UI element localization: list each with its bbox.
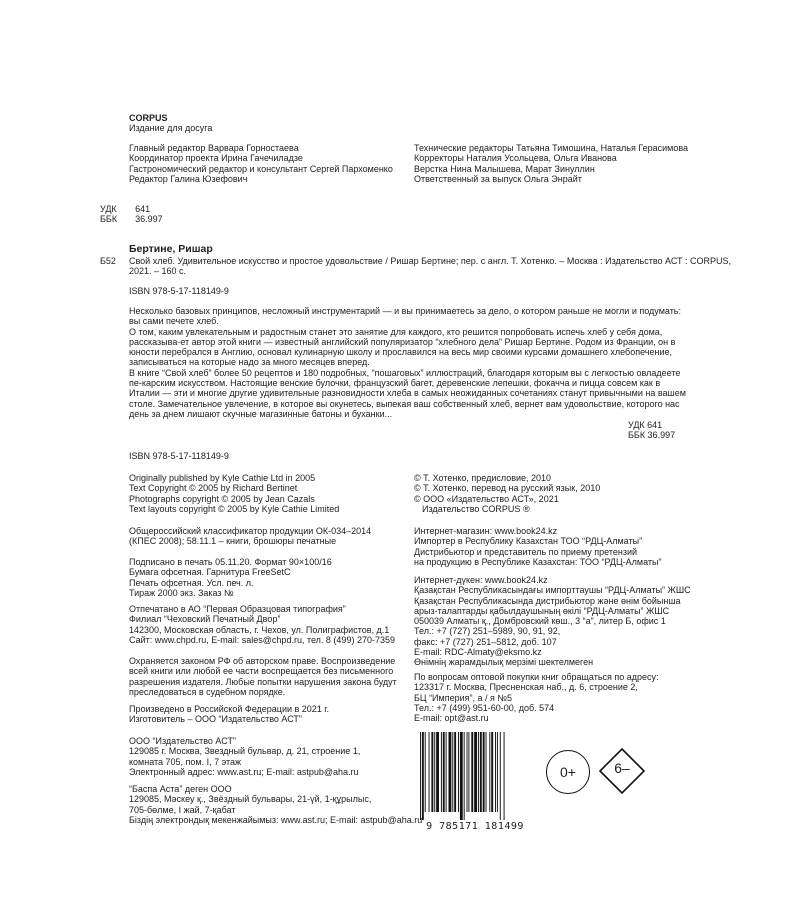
barcode-bar [489,732,490,812]
barcode-bar [436,732,439,812]
printer-line: Сайт: www.chpd.ru, E-mail: sales@chpd.ru, тел. 8 (499) 270-7359 [129,634,395,645]
barcode-digits: 9 785171 181499 [426,821,524,833]
barcode-bar [468,732,469,812]
printer-line: Отпечатано в АО “Первая Образцовая типография” [129,604,346,614]
annotation-paragraph: Несколько базовых принципов, несложный инструментарий — и вы принимаетесь за дело, о котором раньше не могли и подумать: вы сами печете хлеб. [129,306,682,327]
staff-line: Редактор Галина Юзефович [129,173,248,184]
catalog-code: Б52 [100,256,116,266]
barcode-bar [422,732,424,820]
age-rating-circle [546,750,590,794]
barcode-bar [500,732,501,820]
address-line: ООО “Издательство АСТ” [129,736,236,746]
address-line: 705-бөлме, I жай, 7-қабат [129,804,236,815]
importer-line: 050039 Алматы қ., Домбровский көш., 3 “а”, литер Б, офис 1 [414,616,666,627]
barcode-bar [420,732,421,820]
annotation [129,306,689,419]
barcode-bar [446,732,447,812]
udk-value: 641 [135,204,151,214]
staff-line: Координатор проекта Ирина Гачечиладзе [129,153,303,164]
print-line: Бумага офсетная. Гарнитура FreeSetC [129,567,291,578]
address-line: Электронный адрес: www.ast.ru; E-mail: astpub@aha.ru [129,766,359,777]
okpd-line: (КПЕС 2008); 58.11.1 – книги, брошюры печатные [129,536,337,547]
importer-kz [414,575,691,668]
importer-line: Интернет-магазин: www.book24.kz [414,526,558,536]
copyright-line: © Т. Хотенко, предисловие, 2010 [414,473,552,483]
law-line: всей книги или любой ее части воспрещается без письменного [129,666,394,677]
law-line: преследоваться в судебном порядке. [129,686,286,697]
age-rating-diamond [599,748,645,794]
printer-block [129,604,395,645]
print-line: Подписано в печать 05.11.20. Формат 90×100/16 [129,557,332,567]
copyright-left [129,473,339,514]
classification-table [100,204,175,225]
staff-line: Главный редактор Варвара Горностаева [129,143,299,153]
barcode-bar [452,732,453,812]
barcode-bar [497,732,498,812]
imprint-series: Издание для досуга [129,123,213,134]
address-line: 129085 г. Москва, Звездный бульвар, д. 21, строение 1, [129,746,361,757]
importer-line: E-mail: RDC-Almaty@eksmo.kz [414,647,542,658]
importer-line: Интернет-дүкен: www.book24.kz [414,575,548,585]
copyright-line: Photographs copyright © 2005 by Jean Cazals [129,493,315,504]
copyright-right [414,473,600,514]
barcode-bar [429,732,430,812]
barcode-bar [495,732,496,812]
barcode-bar [464,732,465,820]
staff-left [129,143,393,184]
barcode-bar [471,732,473,812]
importer-line: арыз-талаптарды қабылдаушының өкілі “РДЦ-Алматы” ЖШС [414,605,670,616]
barcode-bar [460,732,463,820]
copyright-line: Originally published by Kyle Cathie Ltd in 2005 [129,473,316,483]
wholesale-line: Тел.: +7 (499) 951-60-00, доб. 574 [414,702,555,713]
address-line: “Баспа Аста” деген ООО [129,784,232,794]
age-rating-circle-label: 0+ [560,763,576,780]
staff-line: Ответственный за выпуск Ольга Энрайт [414,173,582,184]
right-codes [628,420,675,441]
wholesale-line: По вопросам оптовой покупки книг обращаться по адресу: [414,672,659,682]
print-line: Печать офсетная. Усл. печ. л. [129,577,254,588]
age-rating-diamond-label: 6– [614,760,630,776]
importer-line: Өнімнің жарамдылық мерзімі шектелмеген [414,657,594,668]
ast-address [129,736,360,777]
udk-label: УДК [100,204,117,214]
printer-line: Филиал “Чеховский Печатный Двор” [129,614,281,625]
kz-address [129,784,422,825]
produced-line: Изготовитель – ООО “Издательство АСТ” [129,714,302,725]
annotation-paragraph: В книге “Свой хлеб” более 50 рецептов и 180 подробных, “пошаговых” иллюстраций, благодаря которым вы с легкостью овладеете пе-карским искусством. Настоящие венские булочки, французский багет, деревенские лепешки, фокачча и пицца совсем как в Италии — эти и многие другие удивительные разновидности хлеба в самых неожиданных сочетаниях станут привычными на вашем столе. Замечательное увлечение, в которое вы окунетесь, выпекая ваш собственный хлеб, вернет вам удовольствие, которого нас день за днем лишают скучные магазинные батоны и буханки... [129,367,686,419]
imprint-block [129,113,212,134]
barcode-bar [483,732,485,812]
staff-line: Гастрономический редактор и консультант Сергей Пархоменко [129,163,393,174]
importer-ru [414,526,661,567]
importer-line: Дистрибьютор и представитель по приему претензий [414,546,638,557]
copyright-line: Издательство CORPUS ® [422,503,530,514]
barcode-bar [504,732,505,820]
barcode [418,732,532,832]
imprint-brand: CORPUS [129,113,168,123]
importer-line: Қазақстан Республикасында дистрибьютор және өнім бойынша [414,595,681,606]
print-line: Тираж 2000 экз. Заказ № [129,587,234,598]
address-line: Біздің электрондық мекенжайымыз: www.ast.ru; E-mail: astpub@aha.ru [129,814,423,825]
importer-line: Қазақстан Республикасындағы импорттаушы “РДЦ-Алматы” ЖШС [414,585,691,596]
copyright-line: © ООО «Издательство АСТ», 2021 [414,493,559,504]
right-code: ББК 36.997 [628,430,676,441]
catalog-title [129,256,731,277]
catalog-author: Бертине, Ришар [129,243,213,255]
copyright-line: © Т. Хотенко, перевод на русский язык, 2010 [414,483,601,494]
barcode-bar [434,732,435,812]
barcode-bar [441,732,442,812]
importer-line: факс: +7 (727) 251–5812, доб. 107 [414,636,557,647]
annotation-paragraph: О том, каким увлекательным и радостным станет это занятие для каждого, кто решится попробовать испечь хлеб у себя дома, рассказыва-ет автор этой книги — известный английский популяризатор “хлебного дела” Ришар Бертине. Родом из Франции, он в юности перебрался в Англию, основал кулинарную школу и прославился на весь мир своими курсами домашнего хлебопечение, записываться на которые надо за много месяцев вперед. [129,326,676,368]
copyright-line: Text Copyright © 2005 by Richard Bertinet [129,483,298,494]
barcode-bar [449,732,452,812]
staff-line: Верстка Нина Малышева, Марат Зинуллин [414,163,595,174]
law-block [129,656,397,697]
barcode-bar [478,732,479,812]
staff-line: Технические редакторы Татьяна Тимошина, Наталья Герасимова [414,143,689,153]
print-info [129,557,332,598]
wholesale-line: E-mail: opt@ast.ru [414,713,489,724]
produced-block [129,704,329,725]
law-line: Охраняется законом РФ об авторском праве. Воспроизведение [129,656,396,666]
staff-line: Корректоры Наталия Усольцева, Ольга Иванова [414,153,617,164]
barcode-bar [467,732,468,812]
law-line: разрешения издателя. Любые попытки нарушения закона будут [129,676,397,687]
right-code: УДК 641 [628,420,663,430]
barcode-bar [486,732,487,812]
barcode-bar [443,732,445,812]
copyright-line: Text layouts copyright © 2005 by Kyle Cathie Limited [129,503,340,514]
barcode-bar [480,732,482,812]
bbk-label: ББК [100,214,118,225]
address-line: 129085, Мәскеу қ., Звёздный бульвары, 21-үй, 1-құрылыс, [129,794,372,805]
wholesale-line: БЦ “Империя”, а / я №5 [414,692,513,703]
bbk-value: 36.997 [135,214,163,225]
barcode-bars [418,732,532,820]
printer-line: 142300, Московская область, г. Чехов, ул. Полиграфистов, д.1 [129,624,390,635]
importer-line: на продукцию в Республике Казахстан: ТОО “РДЦ-Алматы” [414,556,662,567]
catalog-title-line: 2021. – 160 с. [129,266,187,277]
importer-line: Импортер в Республику Казахстан ТОО “РДЦ-Алматы” [414,536,643,547]
catalog-isbn: ISBN 978-5-17-118149-9 [129,286,229,296]
barcode-bar [431,732,433,812]
staff-right [414,143,688,184]
okpd-block [129,526,371,547]
barcode-bar [454,732,456,812]
barcode-bar [474,732,477,812]
barcode-bar [458,732,459,812]
wholesale-line: 123317 г. Москва, Пресненская наб., д. 6, строение 2, [414,682,638,693]
okpd-line: Общероссийский классификатор продукции ОК-034–2014 [129,526,372,536]
catalog-title-line: Свой хлеб. Удивительное искусство и простое удовольствие / Ришар Бертине; пер. с англ. Т. Хотенко. – Москва : Издательство АСТ : CORPUS, [129,256,732,266]
isbn-repeat: ISBN 978-5-17-118149-9 [129,451,229,461]
wholesale-block [414,672,659,723]
importer-line: Тел.: +7 (727) 251–5989, 90, 91, 92, [414,626,561,637]
barcode-bar [491,732,493,812]
address-line: комната 705, пом. I, 7 этаж [129,756,242,767]
produced-line: Произведено в Российской Федерации в 2021 г. [129,704,329,714]
barcode-bar [425,732,426,812]
